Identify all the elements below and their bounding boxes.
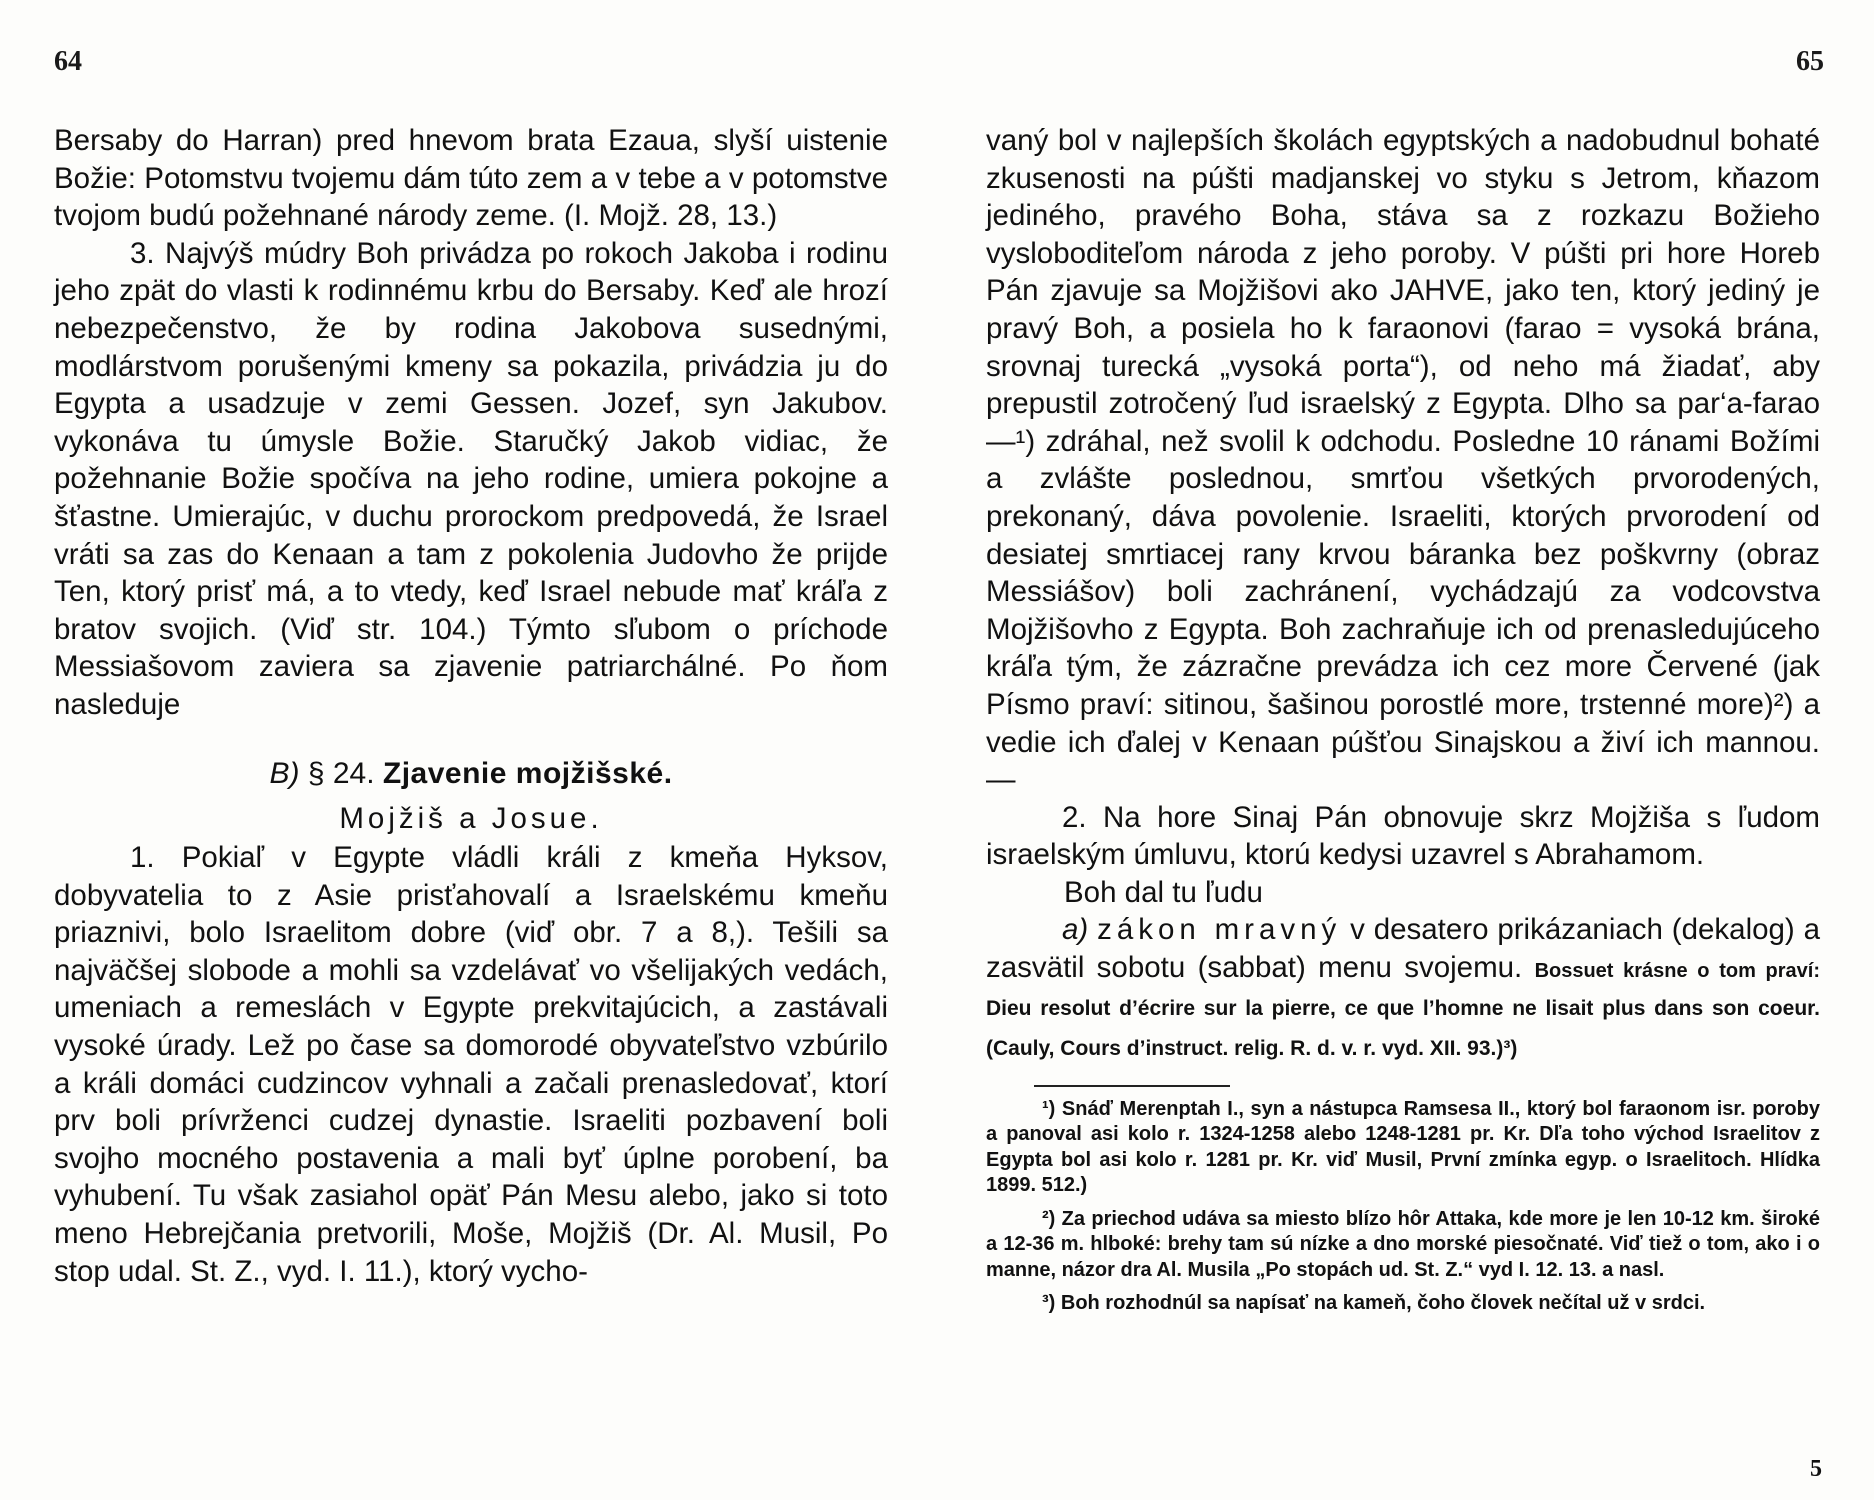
left-paragraph-2: 3. Najvýš múdry Boh privádza po rokoch Jakoba i rodinu jeho zpät do vlasti k rodinnému krbu do Bersaby. Keď ale hrozí nebezpečenstvo, že by rodina Jakobova susednými, modlárstvom porušenými kmeny sa pokazila, privádzia ju do Egypta a usadzuje v zemi Gessen. Jozef, syn Jakubov. vykonáva tu úmysle Božie. Staručký Jakob vidiac, že požehnanie Božie spočíva na jeho rodine, umiera pokojne a šťastne. Umierajúc, v duchu prorockom predpovedá, že Israel vráti sa zas do Kenaan a tam z pokolenia Judovho že prijde Ten, ktorý prisť má, a to vtedy, keď Israel nebude mať kráľa z bratov svojich. (Viď str. 104.) Týmto sľubom o príchode Messiašovom zaviera sa zjavenie patriarchálné. Po ňom nasleduje (54, 236, 888, 721)
left-page-body (54, 122, 888, 1290)
footnote-1: ¹) Snáď Merenptah I., syn a nástupca Ramsesa II., ktorý bol faraonom isr. poroby a panoval asi kolo r. 1324-1258 alebo 1248-1281 pr. Kr. Dľa toho východ Israelitov z Egypta bol asi kolo r. 1281 pr. Kr. viď Musil, První zmínka egyp. o Israelitoch. Hlídka 1899. 512.) (986, 1097, 1820, 1197)
section-heading-letter: B) (269, 756, 300, 790)
law-label: a) (1062, 913, 1089, 947)
right-paragraph-2: 2. Na hore Sinaj Pán obnovuje skrz Mojžiša s ľudom israelským úmluvu, ktorú kedysi uzavrel s Abrahamom. (986, 800, 1820, 872)
sheet-signature: 5 (1810, 1456, 1822, 1482)
law-quote: Dieu resolut d’écrire sur la pierre, ce que l’homne ne lisait plus dans son coeur. (Cauly, Cours d’instruct. relig. R. d. v. r. vyd. XII. 93.)³) (986, 996, 1820, 1060)
section-subheading: Mojžiš a Josue. (339, 801, 603, 835)
left-paragraph-3: 1. Pokiaľ v Egypte vládli králi z kmeňa Hyksov, dobyvatelia to z Asie prisťahovalí a Israelskému kmeňu priaznivi, bolo Israelitom dobre (viď obr. 7 a 8,). Tešili sa najväčšej slobode a mohli sa vzdelávať vo všelijakých vedách, umeniach a remeslách v Egypte prekvitajúcich, a zastávali vysoké úrady. Lež po čase sa domorodé obyvateľstvo vzbúrilo a králi domáci cudzincov vyhnali a začali prenasledovať, ktorí prv boli prívrženci cudzej dynastie. Israeliti pozbavení boli svojho mocného postavenia a mali byť úplne porobení, ba vyhubení. Tu však zasiahol opäť Pán Mesu alebo, jako si toto meno Hebrejčania pretvorili, Moše, Mojžiš (Dr. Al. Musil, Po stop udal. St. Z., vyd. I. 11.), ktorý vycho- (54, 841, 888, 1288)
right-paragraph-3: Boh dal tu ľudu (1064, 875, 1263, 909)
law-small-lead: Bossuet krásne o tom praví: (1534, 960, 1820, 983)
right-paragraph-1: vaný bol v najlepších školách egyptských a nadobudnul bohaté zkusenosti na púšti madjanskej vo styku s Jetrom, kňazom jediného, pravého Boha, stáva sa z rozkazu Božieho vysloboditeľom národa z jeho poroby. V púšti pri hore Horeb Pán zjavuje sa Mojžišovi ako JAHVE, jako ten, ktorý jediný je pravý Boh, a posiela ho k faraonovi (farao = vysoká brána, srovnaj turecká „vysoká porta“), od neho má žiadať, aby prepustil zotročený ľud israelský z Egypta. Dlho sa par‘a-farao —¹) zdráhal, než svolil k odchodu. Posledne 10 ránami Božími a zvlášte poslednou, smrťou všetkých prvorodených, prekonaný, dáva povolenie. Israeliti, ktorých prvorodení od desiatej smrtiacej rany krvou báranka bez poškvrny (obraz Messiášov) boli zachránení, vychádzajú za vodcovstva Mojžišovho z Egypta. Boh zachraňuje ich od prenasledujúceho kráľa tým, že zázračne prevádza ich cez more Červené (jak Písmo praví: sitinou, šašinou porostlé more, trstenné more)²) a vedie ich ďalej v Kenaan púšťou Sinajskou a živí ich mannou. — (986, 124, 1820, 797)
law-main-text: v desatero prikázaniach (dekalog) a zasvätil sobotu (sabbat) menu svojemu. (986, 913, 1820, 985)
right-page (937, 0, 1874, 1500)
footnote-divider (1034, 1085, 1230, 1087)
right-page-body (986, 122, 1820, 1325)
left-page-number: 64 (54, 46, 82, 77)
law-spaced-words: zákon mravný (1097, 913, 1342, 947)
right-page-number: 65 (1796, 46, 1824, 77)
section-heading-title: Zjavenie mojžišské. (382, 756, 673, 790)
footnote-3: ³) Boh rozhodnúl sa napísať na kameň, čoho človek nečítal už v srdci. (1042, 1292, 1706, 1315)
law-paragraph (986, 911, 1820, 1066)
section-heading-number: § 24. (307, 756, 375, 790)
section-heading (54, 752, 888, 796)
footnote-2: ²) Za priechod udáva sa miesto blízo hôr Attaka, kde more je len 10-12 km. široké a 12-36 m. hlboké: brehy tam sú nízke a dno morské piesočnaté. Viď tiež o tom, ako i o manne, názor dra Al. Musila „Po stopách ud. St. Z.“ vyd I. 12. 13. a nasl. (986, 1207, 1820, 1281)
left-paragraph-1: Bersaby do Harran) pred hnevom brata Ezaua, slyší uistenie Božie: Potomstvu tvojemu dám túto zem a v tebe a v potomstve tvojom budú požehnané národy zeme. (I. Mojž. 28, 13.) (54, 124, 888, 233)
